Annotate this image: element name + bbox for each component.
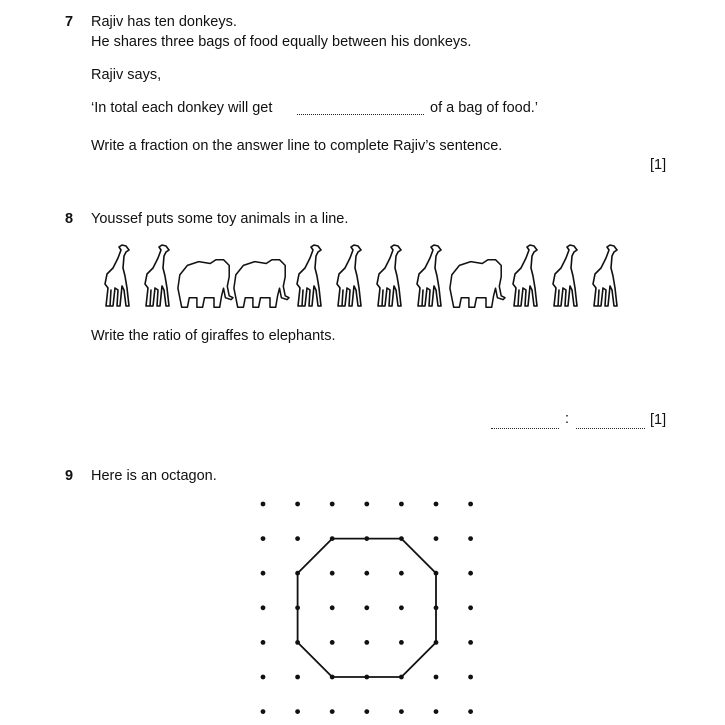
marks-label: [1]	[650, 412, 667, 428]
grid-dot	[434, 571, 439, 576]
quote-before: ‘In total each donkey will get	[91, 100, 273, 116]
grid-dot	[434, 640, 439, 645]
grid-dot	[399, 502, 404, 507]
grid-dot	[399, 709, 404, 714]
grid-dot	[261, 640, 266, 645]
grid-dot	[468, 605, 473, 610]
grid-dot	[434, 709, 439, 714]
grid-dot	[261, 571, 266, 576]
grid-dot	[330, 640, 335, 645]
grid-dot	[295, 675, 300, 680]
grid-dot	[295, 709, 300, 714]
grid-dot	[399, 605, 404, 610]
grid-dot	[468, 571, 473, 576]
grid-dot	[468, 640, 473, 645]
grid-dot	[434, 502, 439, 507]
grid-dot	[399, 571, 404, 576]
grid-dot	[295, 502, 300, 507]
grid-dot	[330, 502, 335, 507]
grid-dot	[468, 709, 473, 714]
grid-dot	[330, 605, 335, 610]
says-intro: Rajiv says,	[91, 67, 162, 83]
grid-dot	[330, 675, 335, 680]
grid-dot	[364, 502, 369, 507]
question-text-line: Rajiv has ten donkeys.	[91, 14, 237, 30]
grid-dot	[295, 640, 300, 645]
grid-dot	[468, 536, 473, 541]
grid-dot	[295, 536, 300, 541]
grid-dot	[261, 605, 266, 610]
grid-dot	[399, 675, 404, 680]
grid-dot	[434, 605, 439, 610]
marks-label: [1]	[650, 157, 667, 173]
grid-dot	[364, 536, 369, 541]
instruction: Write a fraction on the answer line to complete Rajiv’s sentence.	[91, 138, 503, 154]
grid-dot	[261, 709, 266, 714]
question-text-line: He shares three bags of food equally between his donkeys.	[91, 34, 472, 50]
grid-dot	[364, 709, 369, 714]
grid-dot	[364, 675, 369, 680]
grid-dot	[261, 536, 266, 541]
grid-dot	[468, 675, 473, 680]
grid-dot	[261, 675, 266, 680]
grid-dot	[364, 640, 369, 645]
question-number: 8	[65, 211, 74, 227]
grid-dot	[330, 709, 335, 714]
grid-dot	[399, 536, 404, 541]
grid-dot	[364, 571, 369, 576]
question-number: 7	[65, 14, 74, 30]
grid-dot	[261, 502, 266, 507]
grid-dot	[330, 536, 335, 541]
grid-dot	[434, 536, 439, 541]
grid-dot	[434, 675, 439, 680]
grid-dot	[295, 605, 300, 610]
grid-dot	[295, 571, 300, 576]
instruction: Write the ratio of giraffes to elephants.	[91, 328, 336, 344]
question-intro: Youssef puts some toy animals in a line.	[91, 211, 349, 227]
grid-dot	[399, 640, 404, 645]
question-number: 9	[65, 468, 74, 484]
grid-dot	[330, 571, 335, 576]
quote-after: of a bag of food.’	[430, 100, 539, 116]
grid-dot	[364, 605, 369, 610]
question-intro: Here is an octagon.	[91, 468, 217, 484]
grid-dot	[468, 502, 473, 507]
ratio-separator: :	[565, 411, 570, 427]
